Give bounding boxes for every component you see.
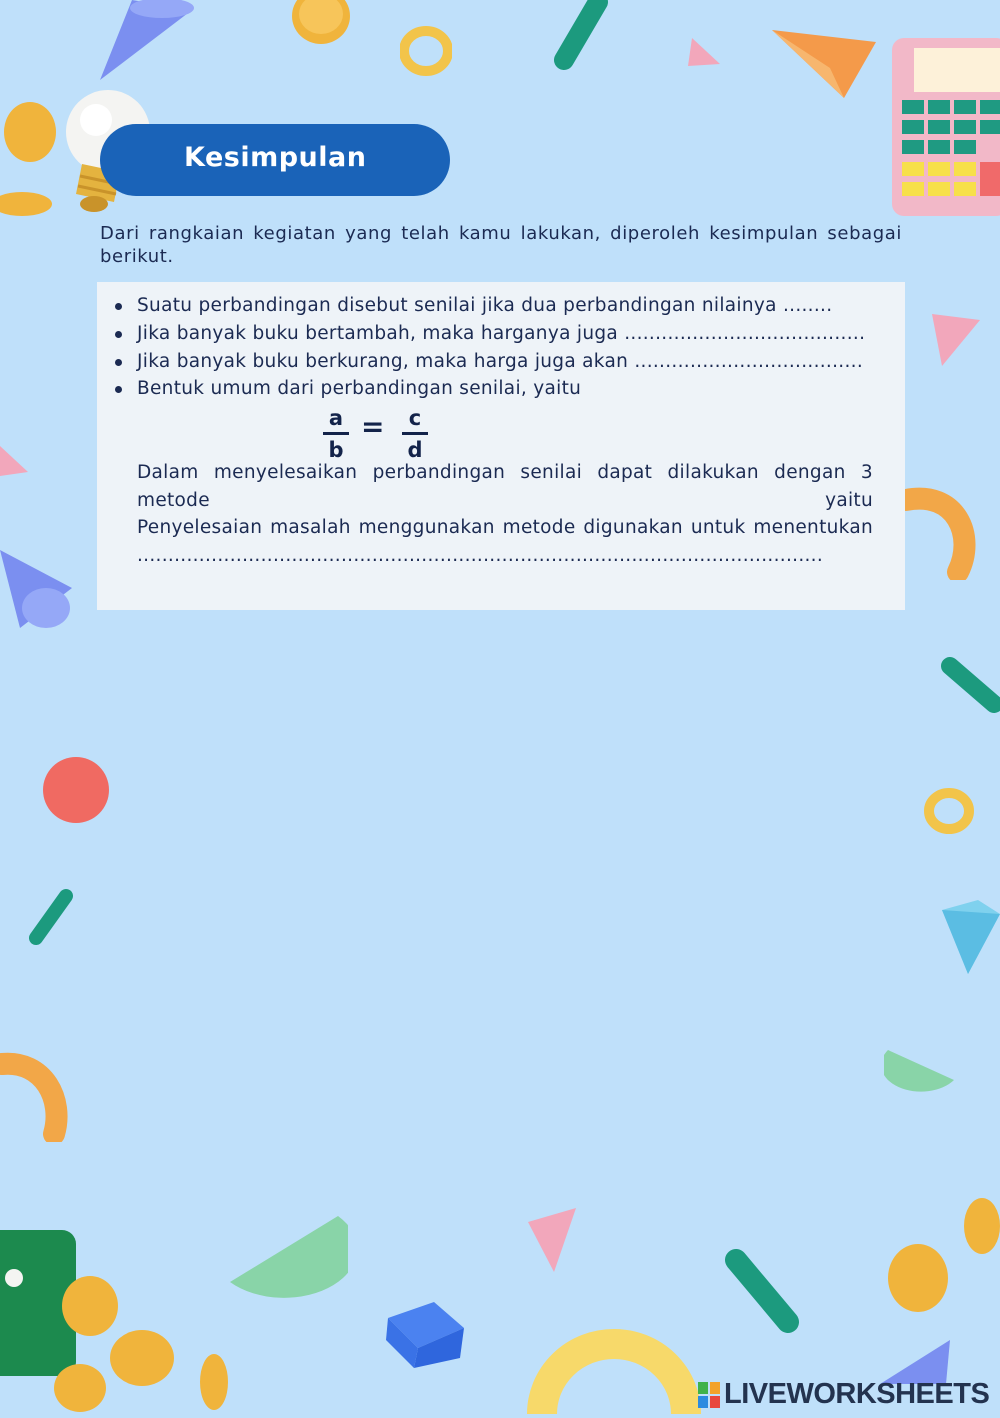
list-item: Jika banyak buku berkurang, maka harga juga akan .....................................	[137, 348, 873, 376]
pink-pyramid-bottom-decoration	[526, 1206, 582, 1280]
numerator-c: c	[408, 406, 422, 430]
fraction-c-over-d	[402, 406, 428, 462]
blue-cone-decoration	[92, 0, 202, 89]
brand-name: LIVEWORKSHEETS	[724, 1378, 990, 1410]
pink-pyramid-right-decoration	[928, 312, 984, 372]
title-banner	[100, 124, 450, 196]
green-hemisphere-bottom-decoration	[226, 1212, 348, 1316]
fraction-a-over-b	[323, 406, 349, 462]
blue-cone-left-decoration	[0, 548, 78, 636]
teal-cylinder-decoration	[550, 0, 614, 76]
yellow-donut-decoration	[526, 1318, 702, 1418]
blue-cube-decoration	[384, 1300, 468, 1374]
red-ball-decoration	[42, 756, 110, 828]
page-title: Kesimpulan	[184, 142, 367, 173]
diamond-decoration	[938, 900, 1000, 980]
denominator-d: d	[407, 438, 423, 462]
fraction-bar	[323, 432, 349, 435]
teal-stick-left-decoration	[26, 886, 76, 952]
gold-coin-decoration	[290, 0, 352, 52]
orange-arc-left-decoration	[0, 1050, 74, 1146]
list-item: Suatu perbandingan disebut senilai jika dua perbandingan nilainya ........	[137, 292, 873, 320]
green-hemisphere-right-decoration	[884, 1046, 958, 1110]
intro-text: Dari rangkaian kegiatan yang telah kamu lakukan, diperoleh kesimpulan sebagai berikut.	[100, 223, 902, 267]
list-item: Penyelesaian masalah menggunakan metode digunakan untuk menentukan ...............................................................................................................	[137, 514, 873, 570]
gold-ring-right-decoration	[922, 786, 976, 840]
liveworksheets-logo-icon	[698, 1382, 720, 1408]
calculator-decoration	[884, 34, 1000, 222]
coins-bottom-left-decoration	[50, 1270, 250, 1418]
gold-ring-decoration	[400, 26, 452, 80]
orange-arc-right-decoration	[900, 486, 984, 584]
numerator-a: a	[328, 406, 344, 430]
coin-bottom-right-decoration	[884, 1196, 1000, 1320]
conclusion-box	[97, 282, 905, 610]
list-item: Jika banyak buku bertambah, maka harganya juga .......................................	[137, 320, 873, 348]
equals-sign: =	[361, 410, 385, 443]
pink-pyramid-decoration	[684, 36, 724, 74]
paper-plane-decoration	[770, 28, 878, 104]
teal-cylinder-bottom-decoration	[722, 1248, 802, 1342]
denominator-b: b	[328, 438, 344, 462]
fraction-bar	[402, 432, 428, 435]
pink-pyramid-left-decoration	[0, 444, 30, 482]
list-item: Bentuk umum dari perbandingan senilai, yaitu	[137, 375, 873, 403]
list-item: Dalam menyelesaikan perbandingan senilai dapat dilakukan dengan 3 metode yaitu	[137, 459, 873, 515]
teal-cylinder-right-decoration	[940, 654, 1000, 722]
